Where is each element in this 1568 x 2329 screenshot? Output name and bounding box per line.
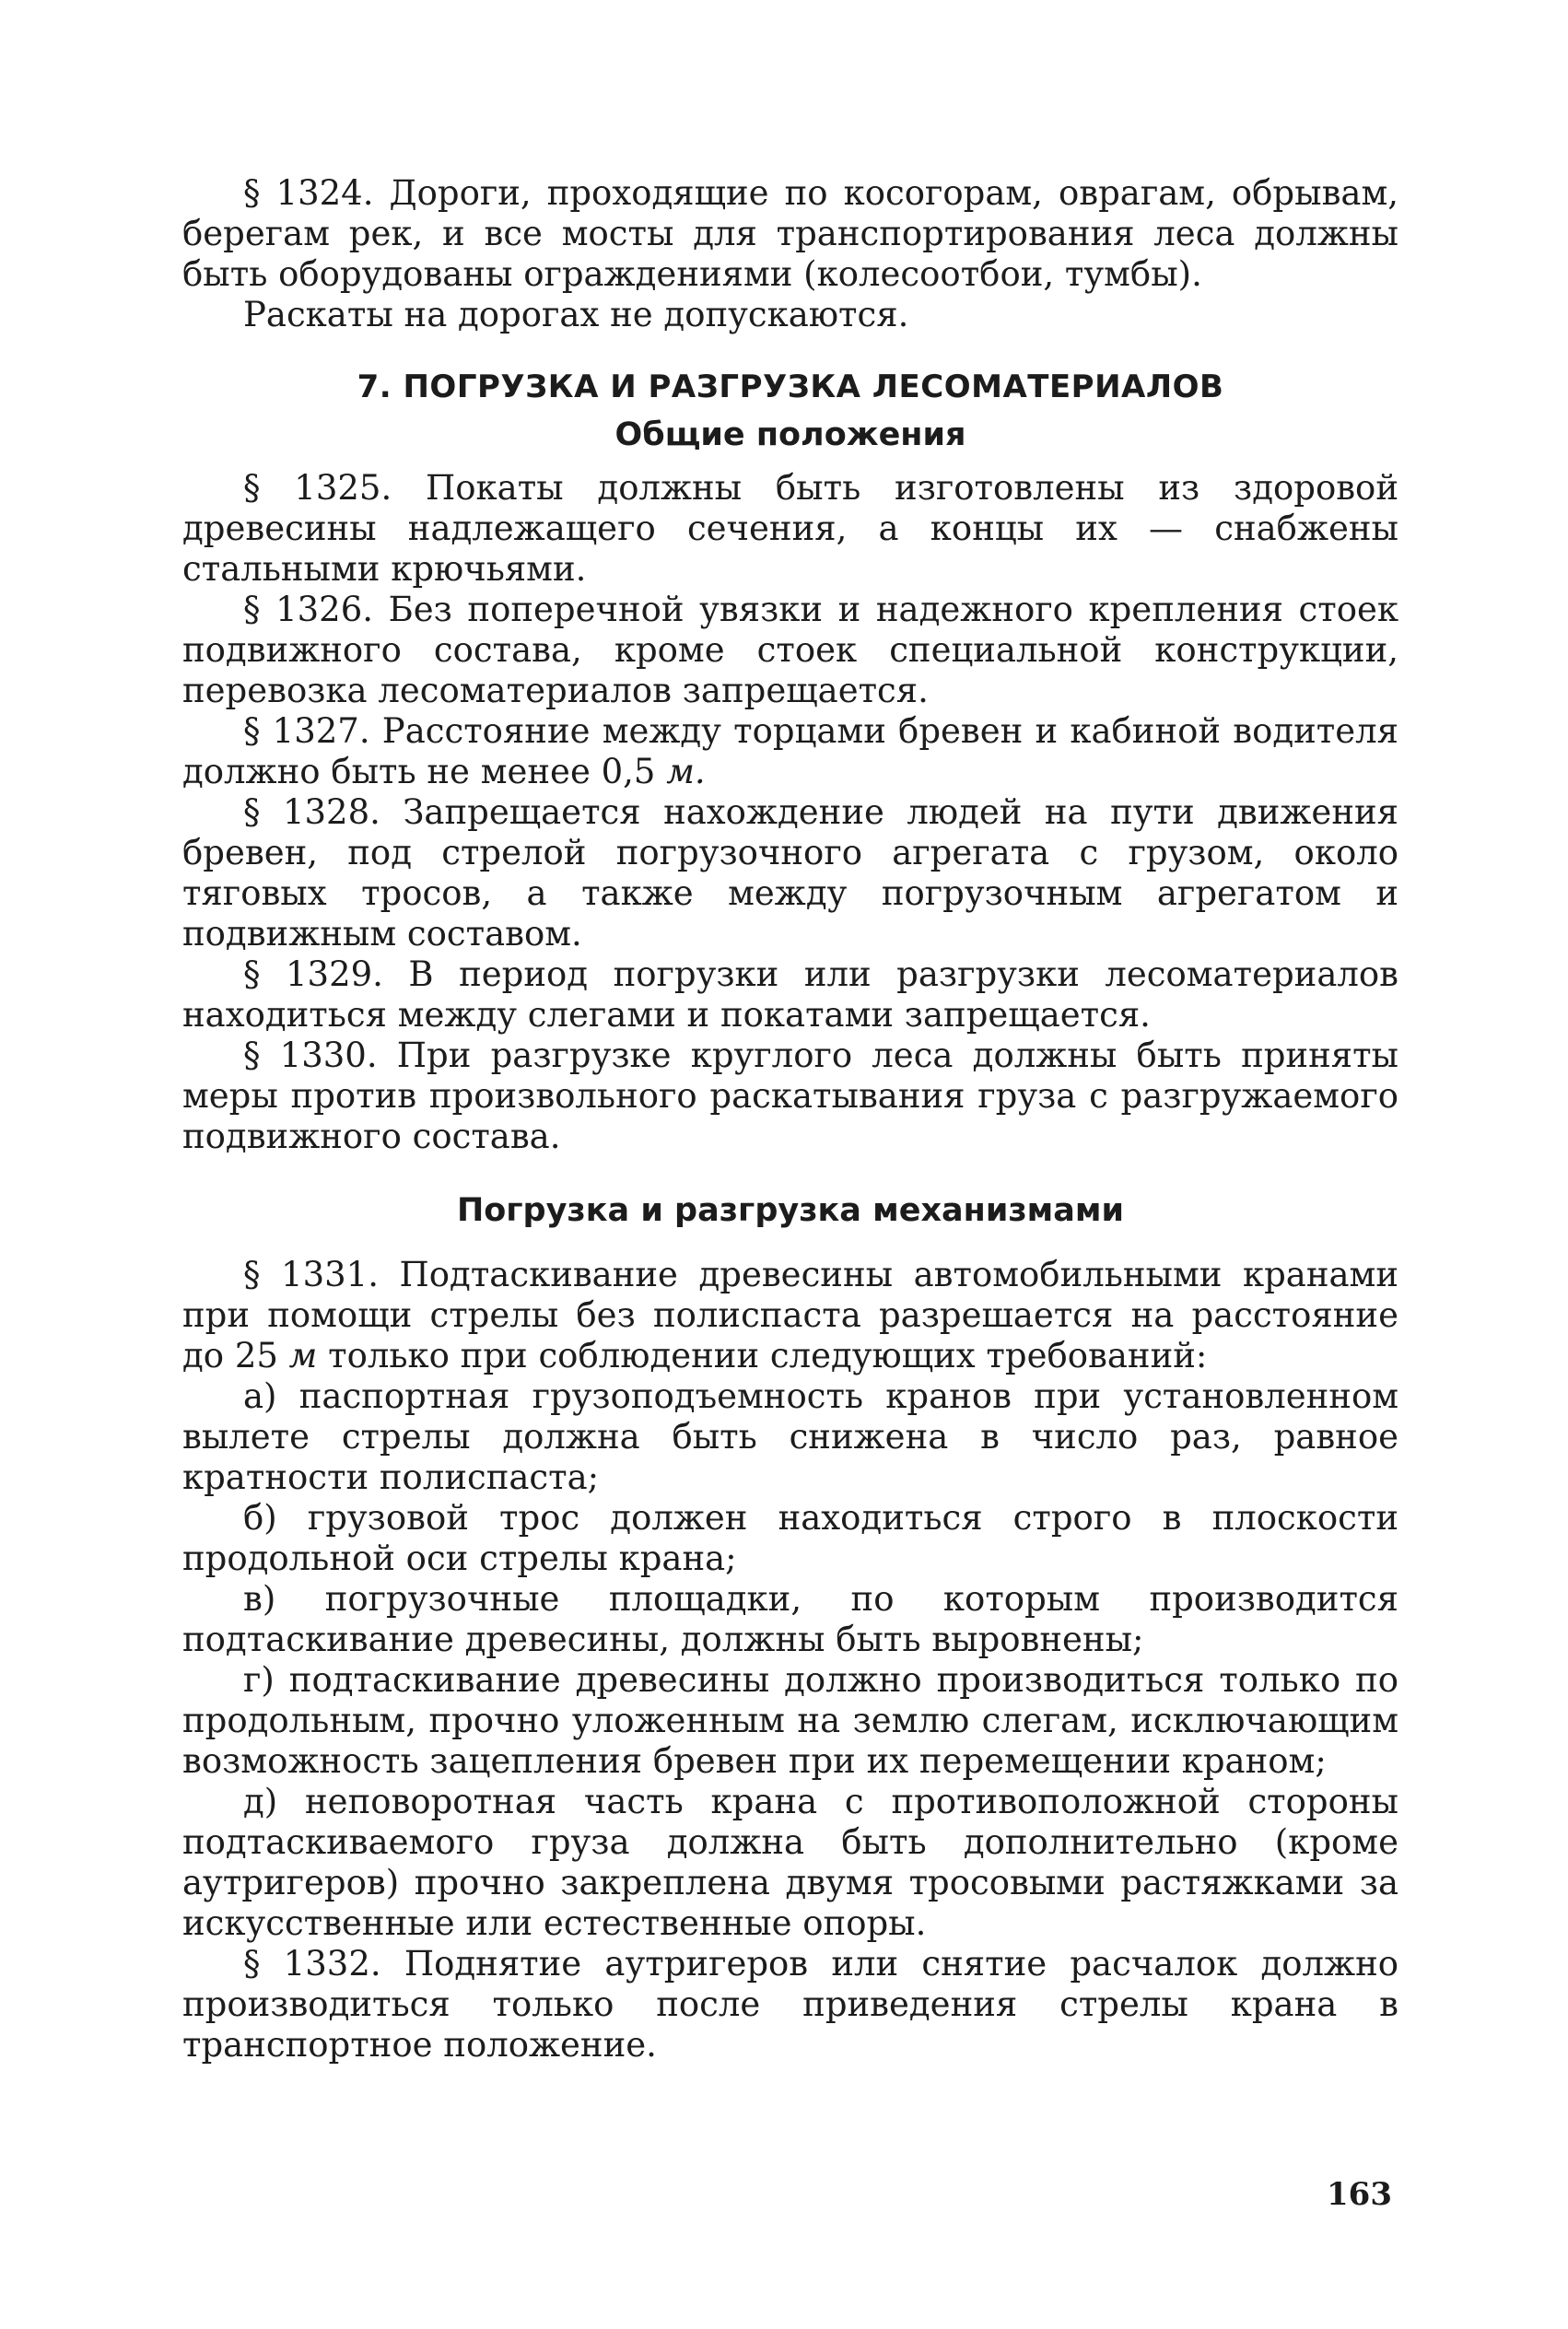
section-7-title: 7. ПОГРУЗКА И РАЗГРУЗКА ЛЕСОМАТЕРИАЛОВ [357, 369, 1224, 405]
paragraph-1331 [182, 1255, 1398, 1376]
paragraph-1327-unit: м. [666, 752, 706, 791]
paragraph-1330: § 1330. При разгрузке круглого леса должны быть приняты меры против произвольного раскатывания груза с разгружаемого подвижного состава. [182, 1036, 1398, 1156]
paragraph-1331-text-before: § 1331. Подтаскивание древесины автомобильными кранами при помощи стрелы без полиспаста разрешается на расстояние до 25 [182, 1255, 1398, 1375]
requirement-item-d: д) неповоротная часть крана с противоположной стороны подтаскиваемого груза должна быть дополнительно (кроме аутригеров) прочно закреплена двумя тросовыми растяжками за искусственные или естественные опоры. [182, 1782, 1398, 1943]
paragraph-1331-text-after: только при соблюдении следующих требований: [328, 1336, 1208, 1375]
requirement-item-v: в) погрузочные площадки, по которым производится подтаскивание древесины, должны быть выровнены; [182, 1579, 1398, 1659]
requirement-item-b: б) грузовой трос должен находиться строго в плоскости продольной оси стрелы крана; [182, 1498, 1398, 1578]
requirement-item-a: а) паспортная грузоподъемность кранов при установленном вылете стрелы должна быть снижена в число раз, равное кратности полиспаста; [182, 1376, 1398, 1497]
requirement-item-g: г) подтаскивание древесины должно производиться только по продольным, прочно уложенным на землю слегам, исключающим возможность зацепления бревен при их перемещении краном; [182, 1660, 1398, 1781]
paragraph-1326: § 1326. Без поперечной увязки и надежного крепления стоек подвижного состава, кроме стоек специальной конструкции, перевозка лесоматериалов запрещается. [182, 590, 1398, 710]
paragraph-1329: § 1329. В период погрузки или разгрузки лесоматериалов находиться между слегами и покатами запрещается. [182, 954, 1398, 1035]
paragraph-1332: § 1332. Поднятие аутригеров или снятие расчалок должно производиться только после приведения стрелы крана в транспортное положение. [182, 1944, 1398, 2065]
mechanisms-section-title: Погрузка и разгрузка механизмами [456, 1192, 1125, 1229]
section-7-subtitle: Общие положения [614, 416, 966, 453]
document-page [182, 173, 1398, 2066]
paragraph-1325: § 1325. Покаты должны быть изготовлены из здоровой древесины надлежащего сечения, а концы их — снабжены стальными крючьями. [182, 468, 1398, 589]
paragraph-1331-unit: м [288, 1336, 318, 1375]
paragraph-1328: § 1328. Запрещается нахождение людей на пути движения бревен, под стрелой погрузочного агрегата с грузом, около тяговых тросов, а также между погрузочным агрегатом и подвижным составом. [182, 792, 1398, 954]
page-number: 163 [1327, 2176, 1392, 2213]
paragraph-raskaty: Раскаты на дорогах не допускаются. [243, 295, 909, 334]
paragraph-1324: § 1324. Дороги, проходящие по косогорам, оврагам, обрывам, берегам рек, и все мосты для транспортирования леса должны быть оборудованы ограждениями (колесоотбои, тумбы). [182, 173, 1398, 294]
paragraph-1327 [182, 711, 1398, 792]
paragraph-1327-text: § 1327. Расстояние между торцами бревен и кабиной водителя должно быть не менее 0,5 [182, 711, 1398, 791]
